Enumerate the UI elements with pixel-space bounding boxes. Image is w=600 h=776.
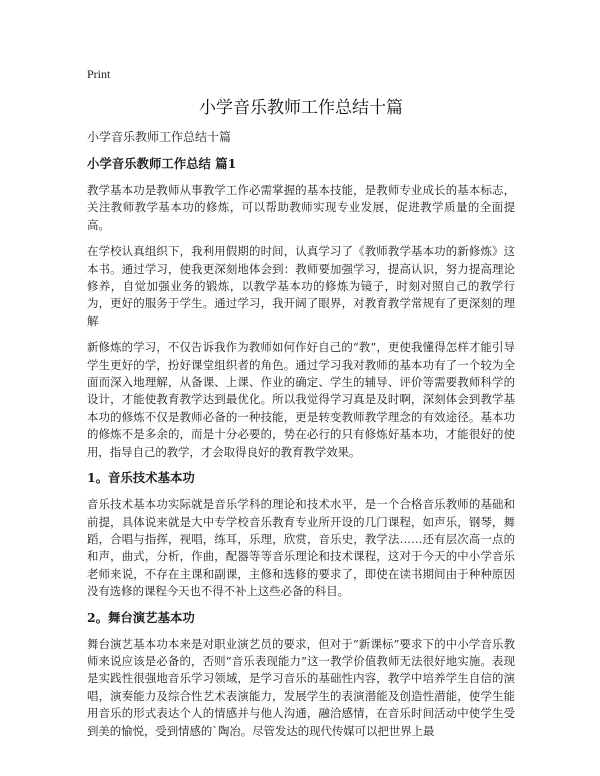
paragraph-2: 在学校认真组织下，我利用假期的时间，认真学习了《教师教学基本功的新修炼》这本书。通过学习，使我更深刻地体会到：教师要加强学习，提高认识，努力提高理论修养，自觉加强业务的锻炼，以教学基本功的修炼为镜子，时刻对照自己的教学行为，更好的服务于学生。通过学习，我开阔了眼界，对教育教学常规有了更深刻的理解 — [87, 244, 515, 328]
document-subtitle: 小学音乐教师工作总结十篇 — [87, 130, 232, 144]
paragraph-4: 音乐技术基本功实际就是音乐学科的理论和技术水平，是一个合格音乐教师的基础和前提，具体说来就是大中专学校音乐教育专业所开设的几门课程，如声乐，钢琴，舞蹈，合唱与指挥，视唱，练耳，乐理，欣赏，音乐史，教学法……还有层次高一点的和声，曲式，分析，作曲，配器等等音乐理论和技术课程，这对于今天的中小学音乐老师来说，不存在主课和副课，主修和选修的要求了，即使在读书期间由于种种原因没有选修的课程今天也不得不补上这些必备的科目。 — [87, 497, 515, 599]
print-link[interactable]: Print — [87, 67, 111, 81]
section-heading-1: 小学音乐教师工作总结 篇1 — [87, 156, 237, 171]
section-heading-3: 2。舞台演艺基本功 — [87, 609, 195, 625]
document-title: 小学音乐教师工作总结十篇 — [199, 98, 403, 118]
paragraph-1: 教学基本功是教师从事教学工作必需掌握的基本技能，是教师专业成长的基本标志，关注教师教学基本功的修炼，可以帮助教师实现专业发展，促进教学质量的全面提高。 — [87, 183, 515, 232]
document-page — [87, 66, 515, 749]
paragraph-3: 新修炼的学习，不仅告诉我作为教师如何作好自己的“教”，更使我懂得怎样才能引导学生更好的学，扮好课堂组织者的角色。通过学习我对教师的基本功有了一个较为全面而深入地理解，从备课、上课、作业的确定、学生的辅导、评价等需要教师科学的设计，才能使教育教学达到最优化。所以我觉得学习真是及时啊，深刻体会到教学基本功的修炼不仅是教师必备的一种技能，更是转变教师教学理念的有效途径。基本功的修炼不是多余的，而是十分必要的，势在必行的只有修炼好基本功，才能很好的使用，指导自己的教学，才会取得良好的教育教学效果。 — [87, 340, 515, 459]
paragraph-5: 舞台演艺基本功本来是对职业演艺员的要求，但对于“新课标”要求下的中小学音乐教师来说应该是必备的，否则“音乐表现能力”这一教学价值教师无法很好地实施。表现是实践性很强地音乐学习领域，是学习音乐的基础性内容，教学中培养学生自信的演唱，演奏能力及综合性艺术表演能力，发展学生的表演潜能及创造性潜能，使学生能用音乐的形式表达个人的情感并与他人沟通，融洽感情，在音乐时间活动中使学生受到美的愉悦，受到情感的`陶冶。尽管发达的现代传媒可以把世界上最 — [87, 636, 515, 738]
section-heading-2: 1。音乐技术基本功 — [87, 470, 195, 486]
